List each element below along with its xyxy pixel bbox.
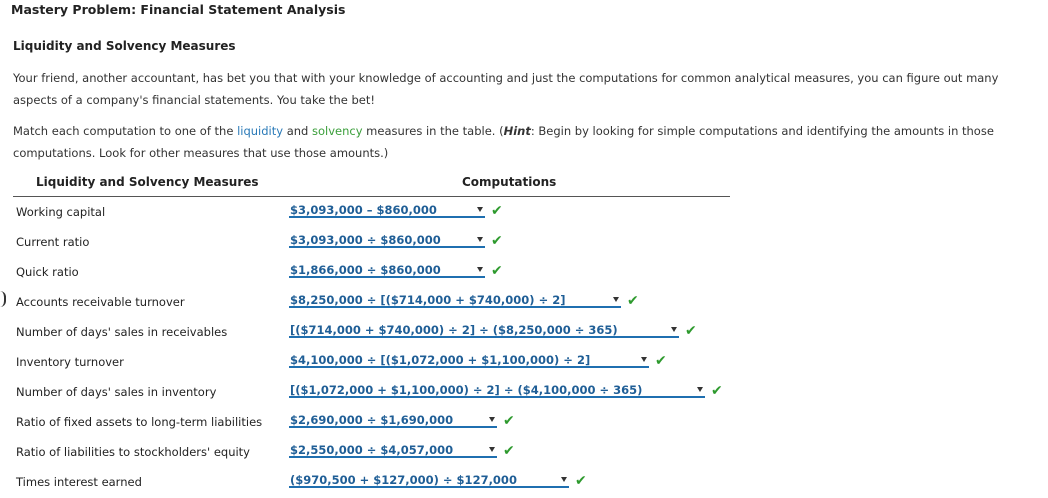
- select-accounts-receivable-turnover[interactable]: [289, 293, 621, 308]
- select-days-sales-receivables[interactable]: [289, 323, 679, 338]
- select-value: [($1,072,000 + $1,100,000) ÷ 2] ÷ ($4,100,000 ÷ 365): [290, 383, 643, 397]
- chevron-down-icon: [671, 327, 677, 332]
- chevron-down-icon: [561, 477, 567, 482]
- instructions-suffix: : Begin by looking for simple computations and identifying the amounts in those computations. Look for other measures that use those amounts.): [13, 124, 994, 160]
- chevron-down-icon: [477, 207, 483, 212]
- header-divider: [13, 196, 730, 197]
- intro-paragraph: Your friend, another accountant, has bet you that with your knowledge of accounting and just the computations for common analytical measures, you can figure out many aspects of a company's financial statements. You take the bet!: [13, 71, 999, 107]
- row-label-days-sales-inventory: Number of days' sales in inventory: [16, 385, 217, 399]
- check-icon: ✔: [503, 413, 515, 429]
- row-label-fixed-assets-ratio: Ratio of fixed assets to long-term liabilities: [16, 415, 263, 429]
- check-icon: ✔: [627, 293, 639, 309]
- select-quick-ratio[interactable]: [289, 263, 485, 278]
- header-measures: Liquidity and Solvency Measures: [36, 175, 259, 189]
- select-inventory-turnover[interactable]: [289, 353, 649, 368]
- row-label-times-interest-earned: Times interest earned: [16, 475, 142, 489]
- select-value: $3,093,000 – $860,000: [290, 203, 437, 217]
- chevron-down-icon: [477, 237, 483, 242]
- chevron-down-icon: [613, 297, 619, 302]
- select-value: $2,550,000 ÷ $4,057,000: [290, 443, 454, 457]
- check-icon: ✔: [575, 473, 587, 489]
- row-label-liabilities-equity-ratio: Ratio of liabilities to stockholders' equity: [16, 445, 250, 459]
- instructions-paragraph: [13, 120, 1043, 164]
- chevron-down-icon: [697, 387, 703, 392]
- check-icon: ✔: [491, 233, 503, 249]
- select-value: [($714,000 + $740,000) ÷ 2] ÷ ($8,250,000 ÷ 365): [290, 323, 618, 337]
- chevron-down-icon: [489, 417, 495, 422]
- and-word: and: [283, 124, 312, 138]
- check-icon: ✔: [503, 443, 515, 459]
- row-label-working-capital: Working capital: [16, 205, 106, 219]
- solvency-word: solvency: [312, 124, 363, 138]
- instructions-prefix: Match each computation to one of the: [13, 124, 238, 138]
- select-times-interest-earned[interactable]: [289, 473, 569, 488]
- select-value: $2,690,000 ÷ $1,690,000: [290, 413, 454, 427]
- select-value: $4,100,000 ÷ [($1,072,000 + $1,100,000) ÷ 2]: [290, 353, 591, 367]
- select-value: $8,250,000 ÷ [($714,000 + $740,000) ÷ 2]: [290, 293, 566, 307]
- select-liabilities-equity-ratio[interactable]: [289, 443, 497, 458]
- chevron-down-icon: [489, 447, 495, 452]
- check-icon: ✔: [685, 323, 697, 339]
- select-value: ($970,500 + $127,000) ÷ $127,000: [290, 473, 517, 487]
- page-title: Mastery Problem: Financial Statement Analysis: [11, 2, 346, 17]
- row-label-days-sales-receivables: Number of days' sales in receivables: [16, 325, 228, 339]
- header-computations: Computations: [462, 175, 557, 189]
- row-label-accounts-receivable-turnover: Accounts receivable turnover: [16, 295, 185, 309]
- select-value: $1,866,000 ÷ $860,000: [290, 263, 441, 277]
- check-icon: ✔: [655, 353, 667, 369]
- select-current-ratio[interactable]: [289, 233, 485, 248]
- hint-label: Hint: [503, 124, 531, 138]
- instructions-middle: measures in the table. (: [362, 124, 504, 138]
- check-icon: ✔: [491, 263, 503, 279]
- select-fixed-assets-ratio[interactable]: [289, 413, 497, 428]
- liquidity-word: liquidity: [237, 124, 284, 138]
- select-days-sales-inventory[interactable]: [289, 383, 705, 398]
- row-label-inventory-turnover: Inventory turnover: [16, 355, 124, 369]
- select-value: $3,093,000 ÷ $860,000: [290, 233, 441, 247]
- chevron-down-icon: [477, 267, 483, 272]
- check-icon: ✔: [491, 203, 503, 219]
- select-working-capital[interactable]: [289, 203, 485, 218]
- row-label-current-ratio: Current ratio: [16, 235, 90, 249]
- section-title: Liquidity and Solvency Measures: [13, 39, 236, 53]
- row-label-quick-ratio: Quick ratio: [16, 265, 79, 279]
- chevron-down-icon: [641, 357, 647, 362]
- mouse-cursor-edge: [0, 291, 6, 307]
- check-icon: ✔: [711, 383, 723, 399]
